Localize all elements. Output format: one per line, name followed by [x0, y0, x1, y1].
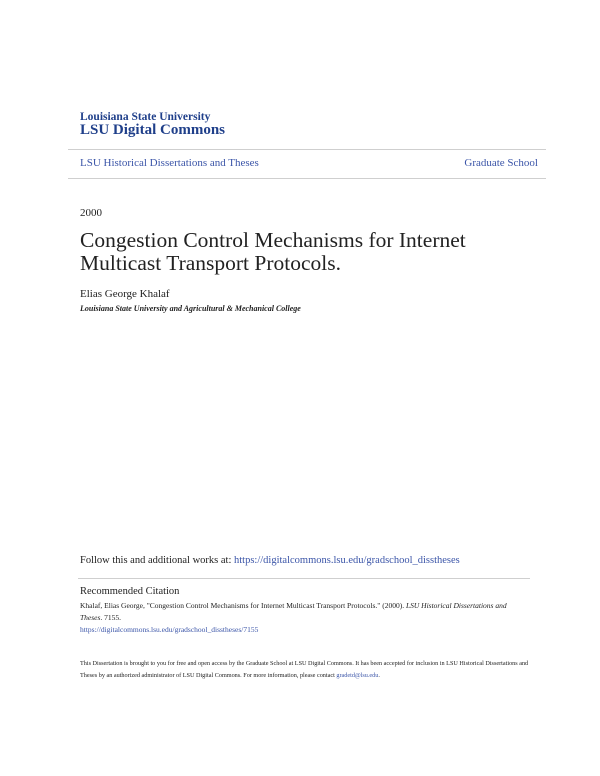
divider-bottom [68, 178, 546, 179]
citation-series: LSU Historical Dissertations and Theses [80, 601, 507, 622]
university-name: Louisiana State University [80, 111, 211, 123]
divider-top [68, 149, 546, 150]
author-name: Elias George Khalaf [80, 288, 170, 300]
citation-suffix: . 7155. [100, 613, 122, 622]
graduate-school-link[interactable]: Graduate School [464, 157, 538, 169]
citation-body [80, 600, 520, 636]
access-notice [80, 658, 530, 682]
citation-url-link[interactable]: https://digitalcommons.lsu.edu/gradschool_disstheses/7155 [80, 625, 259, 634]
repository-name[interactable]: LSU Digital Commons [80, 122, 226, 138]
citation-heading: Recommended Citation [80, 586, 180, 597]
notice-end: . [378, 672, 380, 679]
follow-line [80, 555, 460, 566]
notice-text: This Dissertation is brought to you for free and open access by the Graduate School at LSU Digital Commons. It has been accepted for inclusion in LSU Historical Dissertations and Theses by an authorized administrator of LSU Digital Commons. For more information, please contact [80, 660, 529, 679]
contact-email-link[interactable]: gradetd@lsu.edu [336, 672, 379, 679]
author-affiliation: Louisiana State University and Agricultural & Mechanical College [80, 304, 301, 313]
citation-text: Khalaf, Elias George, "Congestion Control Mechanisms for Internet Multicast Transport Protocols." (2000). [80, 601, 406, 610]
follow-url-link[interactable]: https://digitalcommons.lsu.edu/gradschool_disstheses [234, 555, 460, 566]
divider-citation [78, 578, 530, 579]
follow-label: Follow this and additional works at: [80, 555, 234, 566]
publication-year: 2000 [80, 207, 102, 219]
document-title: Congestion Control Mechanisms for Internet Multicast Transport Protocols. [80, 228, 466, 275]
collection-link[interactable]: LSU Historical Dissertations and Theses [80, 157, 259, 169]
